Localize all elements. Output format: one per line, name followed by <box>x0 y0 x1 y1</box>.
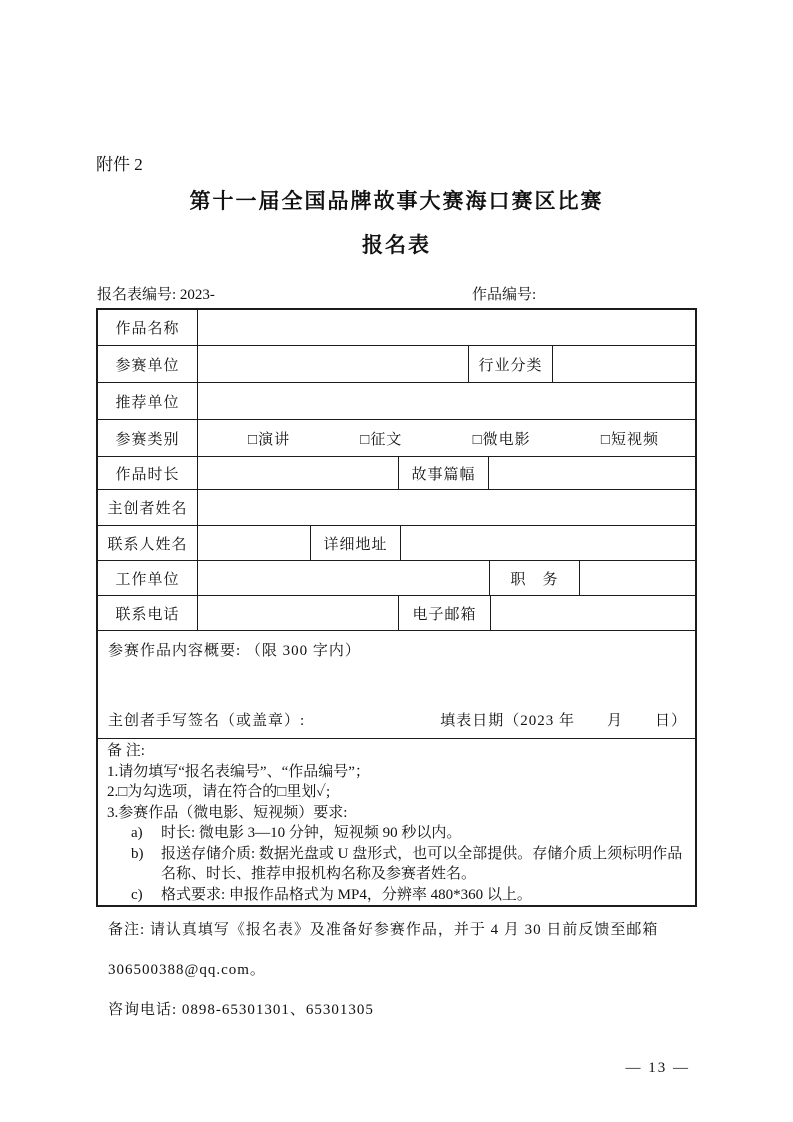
story-length-input-cell[interactable] <box>489 457 695 489</box>
creator-name-input-cell[interactable] <box>198 490 695 525</box>
notes-section <box>98 739 695 905</box>
category-option-label: 微电影 <box>482 431 531 448</box>
subitem-marker: b) <box>131 845 144 862</box>
registration-form-table <box>96 308 697 907</box>
industry-input-cell[interactable] <box>553 346 695 382</box>
table-row <box>98 490 695 526</box>
email-label: 电子邮箱 <box>399 596 491 630</box>
summary-section <box>98 631 695 739</box>
address-label: 详细地址 <box>311 526 401 560</box>
table-row <box>98 383 695 420</box>
subitem-marker: a) <box>131 825 143 841</box>
attachment-label: 附件 2 <box>96 155 143 174</box>
table-row <box>98 596 695 631</box>
work-unit-input-cell[interactable] <box>198 561 490 595</box>
recommend-unit-label: 推荐单位 <box>98 383 198 419</box>
category-option-microfilm[interactable] <box>473 428 531 449</box>
fill-date-label: 填表日期（2023 年 月 日） <box>440 713 687 729</box>
checkbox-icon[interactable]: □ <box>360 431 371 448</box>
notes-item-3: 3.参赛作品（微电影、短视频）要求: <box>107 804 348 821</box>
industry-label: 行业分类 <box>469 346 553 382</box>
notes-item-1: 1.请勿填写“报名表编号”、“作品编号”； <box>107 763 370 780</box>
category-option-label: 短视频 <box>610 431 659 448</box>
table-row <box>98 457 695 490</box>
notes-item-2: 2.□为勾选项，请在符合的□里划✓; <box>107 784 331 800</box>
category-option-essay[interactable] <box>360 428 402 449</box>
category-option-label: 演讲 <box>258 431 291 448</box>
document-subtitle: 报名表 <box>362 233 431 257</box>
subitem-marker: c) <box>131 886 143 903</box>
footer-email: 306500388@qq.com。 <box>108 962 266 978</box>
document-title: 第十一届全国品牌故事大赛海口赛区比赛 <box>189 189 604 213</box>
signature-line <box>108 709 687 730</box>
work-name-input-cell[interactable] <box>198 310 695 345</box>
category-option-shortvideo[interactable] <box>601 428 659 449</box>
checkbox-icon[interactable]: □ <box>248 431 259 448</box>
contact-name-input-cell[interactable] <box>198 526 311 560</box>
table-row <box>98 526 695 561</box>
checkbox-icon[interactable]: □ <box>472 431 483 448</box>
address-input-cell[interactable] <box>401 526 695 560</box>
form-meta-row <box>97 283 697 303</box>
page-number: — 13 — <box>625 1060 690 1076</box>
table-row <box>98 346 695 383</box>
notes-subitem-c <box>107 885 686 906</box>
table-row <box>98 420 695 457</box>
form-number-label: 报名表编号: 2023- <box>97 287 215 303</box>
duration-label: 作品时长 <box>98 457 198 489</box>
phone-label: 联系电话 <box>98 596 198 630</box>
subitem-text: 报送存储介质: 数据光盘或 U 盘形式，也可以全部提供。存储介质上须标明作品名称、时长、推荐申报机构名称及参赛者姓名。 <box>161 845 683 882</box>
table-row <box>98 561 695 596</box>
phone-input-cell[interactable] <box>198 596 399 630</box>
work-number-label: 作品编号: <box>472 287 537 303</box>
table-row <box>98 310 695 346</box>
footer-phone: 咨询电话: 0898-65301301、65301305 <box>108 1002 374 1018</box>
contact-name-label: 联系人姓名 <box>98 526 198 560</box>
email-input-cell[interactable] <box>491 596 695 630</box>
creator-name-label: 主创者姓名 <box>98 490 198 525</box>
entry-unit-input-cell[interactable] <box>198 346 469 382</box>
story-length-label: 故事篇幅 <box>399 457 489 489</box>
position-input-cell[interactable] <box>580 561 695 595</box>
position-label: 职 务 <box>490 561 580 595</box>
footer-note-line1: 备注: 请认真填写《报名表》及准备好参赛作品，并于 4 月 30 日前反馈至邮箱 <box>108 922 659 938</box>
summary-label: 参赛作品内容概要: （限 300 字内） <box>108 643 361 659</box>
category-option-speech[interactable] <box>248 428 290 449</box>
work-unit-label: 工作单位 <box>98 561 198 595</box>
category-label: 参赛类别 <box>98 420 198 456</box>
subitem-text: 时长: 微电影 3—10 分钟，短视频 90 秒以内。 <box>161 825 462 841</box>
signature-label: 主创者手写签名（或盖章）: <box>108 713 306 729</box>
notes-title: 备 注: <box>107 743 145 759</box>
work-name-label: 作品名称 <box>98 310 198 345</box>
notes-subitem-b <box>107 844 686 885</box>
entry-unit-label: 参赛单位 <box>98 346 198 382</box>
checkbox-icon[interactable]: □ <box>600 431 611 448</box>
notes-content <box>98 739 695 905</box>
subitem-text: 格式要求: 申报作品格式为 MP4，分辨率 480*360 以上。 <box>161 886 532 903</box>
notes-subitem-a <box>107 823 686 844</box>
duration-input-cell[interactable] <box>198 457 399 489</box>
category-option-label: 征文 <box>370 431 403 448</box>
recommend-unit-input-cell[interactable] <box>198 383 695 419</box>
category-options <box>198 420 695 456</box>
